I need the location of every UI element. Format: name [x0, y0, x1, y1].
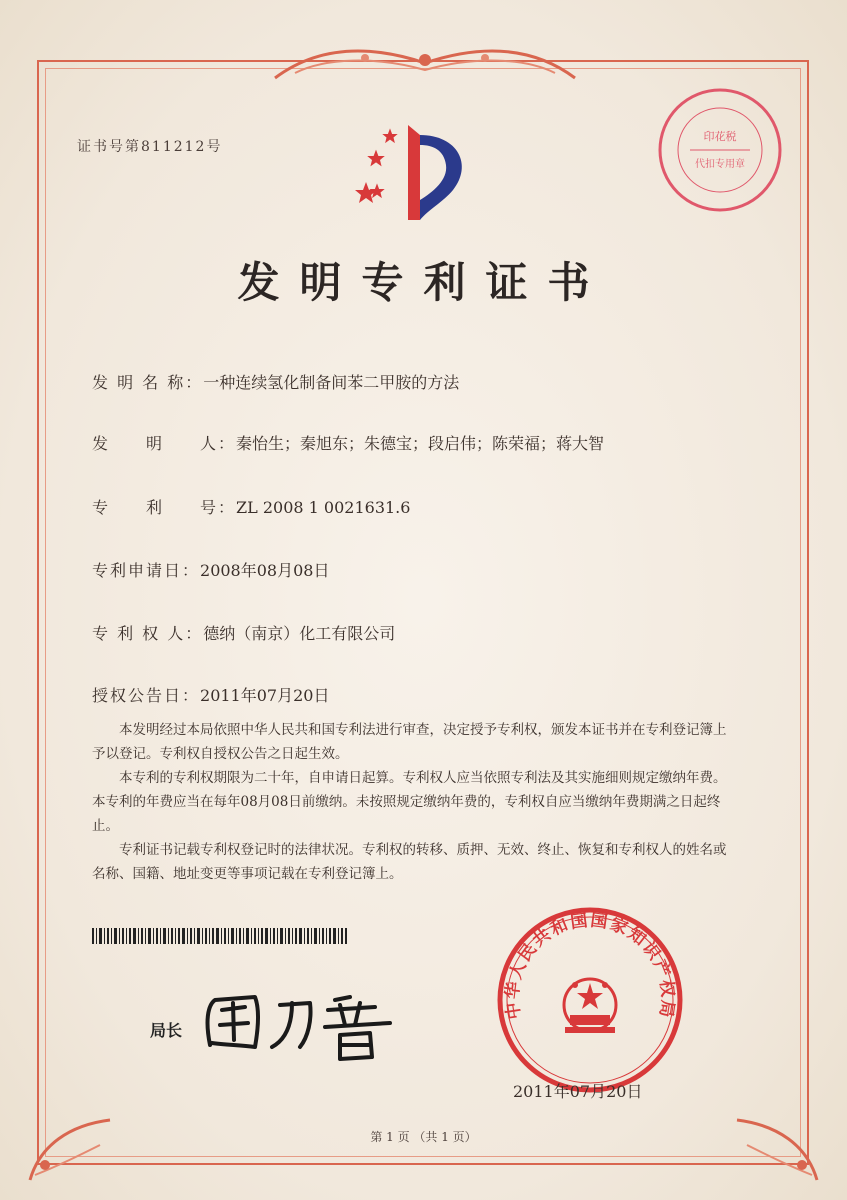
field-patentee [92, 621, 395, 644]
filing-date-label: 专利申请日： [92, 561, 201, 580]
grant-date-value: 2011年07月20日 [200, 686, 330, 705]
field-inventors [92, 431, 604, 454]
body-paragraph-3: 专利证书记载专利权登记时的法律状况。专利权的转移、质押、无效、终止、恢复和专利权人的姓名或名称、国籍、地址变更等事项记载在专利登记簿上。 [92, 842, 727, 882]
patent-no-label: 专 利 号： [92, 498, 237, 517]
patentee-value: 德纳（南京）化工有限公司 [203, 624, 396, 643]
border-frame-inner [45, 68, 801, 1157]
invention-name-label: 发 明 名 称： [92, 373, 204, 392]
patentee-label: 专 利 权 人： [92, 624, 204, 643]
invention-name-value: 一种连续氢化制备间苯二甲胺的方法 [203, 373, 460, 392]
body-paragraph-1: 本发明经过本局依照中华人民共和国专利法进行审查，决定授予专利权，颁发本证书并在专利登记簿上予以登记。专利权自授权公告之日起生效。 [92, 722, 727, 762]
page-footer: 第 1 页 （共 1 页） [370, 1130, 477, 1144]
inventors-value: 秦怡生；秦旭东；朱德宝；段启伟；陈荣福；蒋大智 [236, 434, 605, 453]
patent-emblem-icon [348, 120, 478, 230]
document-title: 发明专利证书 [237, 258, 610, 307]
field-patent-no [92, 495, 410, 518]
director-label: 局长 [150, 1021, 183, 1040]
handwritten-signature [200, 985, 400, 1065]
tax-stamp [655, 85, 785, 215]
inventors-label: 发 明 人： [92, 434, 237, 453]
patent-no-value: ZL 2008 1 0021631.6 [236, 498, 411, 517]
filing-date-value: 2008年08月08日 [200, 561, 330, 580]
official-seal [495, 905, 685, 1095]
svg-text:代扣专用章: 代扣专用章 [695, 159, 745, 170]
field-grant-date [92, 683, 329, 706]
body-paragraph-2: 本专利的专利权期限为二十年，自申请日起算。专利权人应当依照专利法及其实施细则规定缴纳年费。本专利的年费应当在每年08月08日前缴纳。未按照规定缴纳年费的，专利权自应当缴纳年费期满之日起终止。 [92, 770, 727, 834]
seal-date: 2011年07月20日 [513, 1082, 643, 1101]
grant-date-label: 授权公告日： [92, 686, 201, 705]
svg-text:中华人民共和国国家知识产权局: 中华人民共和国国家知识产权局 [502, 910, 678, 1021]
barcode [92, 928, 347, 944]
field-invention-name [92, 370, 459, 393]
top-ornament [255, 38, 595, 88]
field-filing-date [92, 558, 329, 581]
certificate-number: 证书号第811212号 [77, 139, 223, 155]
body-text [92, 718, 732, 886]
svg-text:印花税: 印花税 [703, 130, 737, 143]
